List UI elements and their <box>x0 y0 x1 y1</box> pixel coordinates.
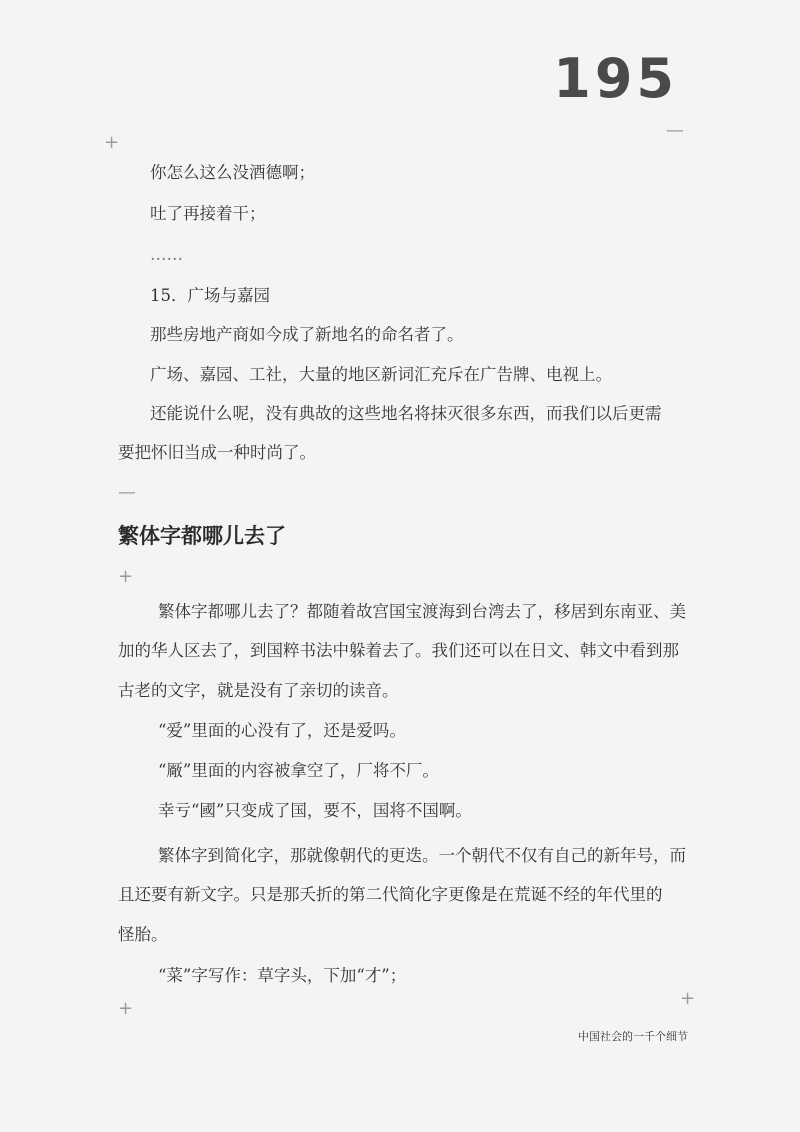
text-line: “菜”字写作：草字头，下加“才”； <box>158 966 407 985</box>
page-number: 195 <box>553 47 678 110</box>
crop-mark: + <box>118 566 134 587</box>
text-line: 加的华人区去了，到国粹书法中躲着去了。我们还可以在日文、韩文中看到那 <box>118 641 679 660</box>
text-line: 繁体字到简化字，那就像朝代的更迭。一个朝代不仅有自己的新年号，而 <box>158 846 686 865</box>
text-line: 古老的文字，就是没有了亲切的读音。 <box>118 681 399 700</box>
text-line: 还能说什么呢，没有典故的这些地名将抹灭很多东西，而我们以后更需 <box>150 404 662 423</box>
text-line: 且还要有新文字。只是那夭折的第二代简化字更像是在荒诞不经的年代里的 <box>118 885 663 904</box>
running-footer: 中国社会的一千个细节 <box>578 1030 688 1043</box>
text-line: “爱”里面的心没有了，还是爱吗。 <box>158 721 406 740</box>
text-line: 15．广场与嘉园 <box>150 286 270 305</box>
text-line: 你怎么这么没酒德啊； <box>150 163 315 182</box>
text-line: …… <box>150 245 183 264</box>
text-line: 那些房地产商如今成了新地名的命名者了。 <box>150 325 464 344</box>
section-heading: 繁体字都哪儿去了 <box>118 524 286 548</box>
text-line: 吐了再接着干； <box>150 204 266 223</box>
text-line: 怪胎。 <box>118 925 168 944</box>
crop-mark: + <box>118 998 134 1019</box>
text-line: “厰”里面的内容被拿空了，厂将不厂。 <box>158 761 439 780</box>
crop-mark: + <box>104 132 120 153</box>
text-line: 幸亏“國”只变成了国，要不，国将不国啊。 <box>158 801 472 820</box>
crop-mark: + <box>680 988 696 1009</box>
crop-mark: — <box>118 482 136 503</box>
text-line: 要把怀旧当成一种时尚了。 <box>118 443 316 462</box>
text-line: 广场、嘉园、工社，大量的地区新词汇充斥在广告牌、电视上。 <box>150 365 612 384</box>
crop-mark: — <box>666 120 684 141</box>
text-line: 繁体字都哪儿去了？都随着故宫国宝渡海到台湾去了，移居到东南亚、美 <box>158 602 686 621</box>
